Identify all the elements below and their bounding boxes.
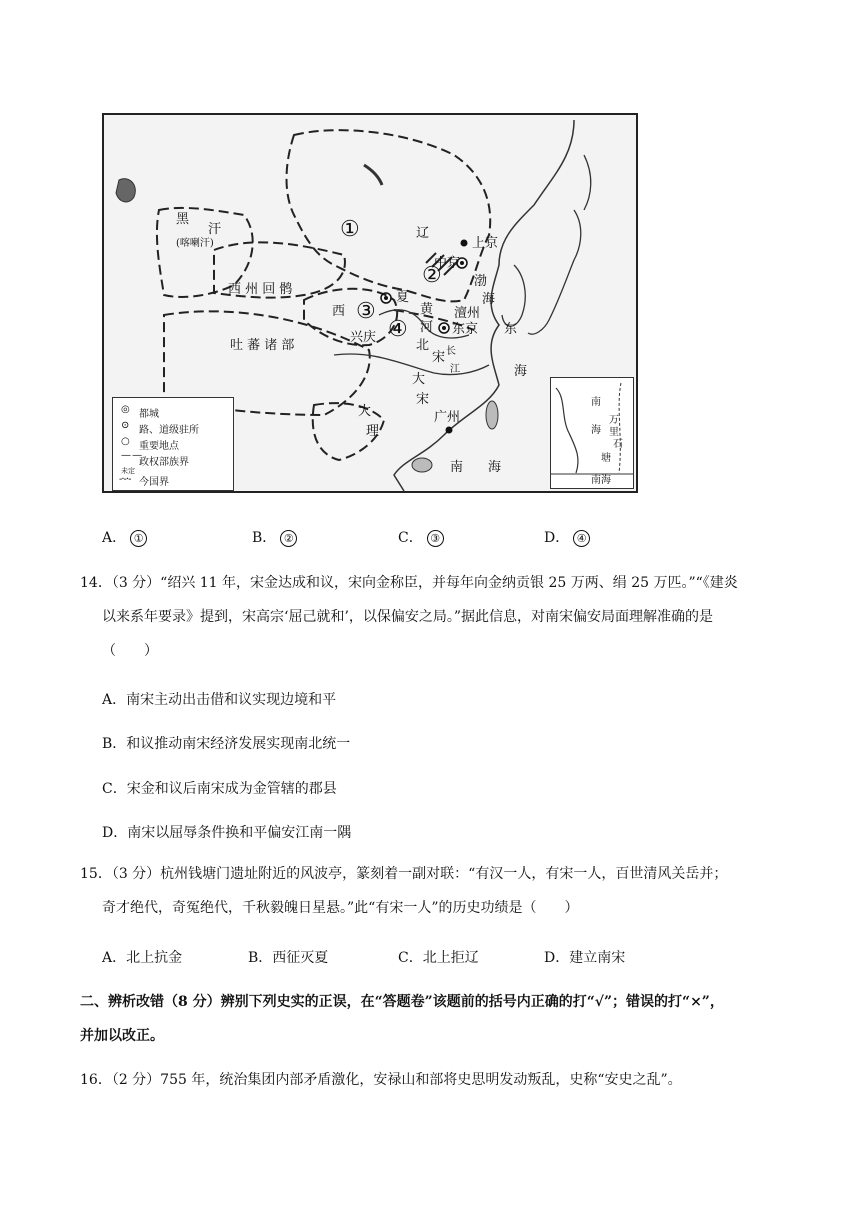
map-legend bbox=[112, 397, 234, 491]
label-jiang: 江 bbox=[450, 364, 460, 375]
label-dali-da: 大 bbox=[358, 404, 372, 419]
label-heihan2: 汗 bbox=[208, 222, 222, 237]
label-donghai-hai: 海 bbox=[514, 364, 528, 379]
label-dali-li: 理 bbox=[366, 424, 380, 439]
label-liao: 辽 bbox=[416, 226, 430, 241]
q14-option-a[interactable]: A．南宋主动出击借和议实现边境和平 bbox=[102, 692, 337, 708]
legend-border: 政权部族界 bbox=[139, 457, 189, 468]
q15-line-2: 奇才绝代，奇冤绝代，千秋毅魄日星悬。”此“有宋一人”的历史功绩是（ ） bbox=[102, 900, 579, 916]
q13-option-b-letter: B． bbox=[252, 530, 277, 546]
q13-option-d-value: ④ bbox=[573, 530, 590, 547]
label-da: 大 bbox=[412, 372, 426, 387]
legend-place: 重要地点 bbox=[139, 441, 179, 452]
q14-stem bbox=[80, 566, 780, 668]
q13-option-c[interactable] bbox=[398, 527, 444, 547]
section-2-heading bbox=[80, 985, 790, 1053]
marker-2: ② bbox=[422, 263, 442, 288]
inset-nan: 南 bbox=[591, 397, 601, 408]
label-bohai-hai: 海 bbox=[482, 292, 496, 307]
legend-modern: 今国界 bbox=[139, 477, 169, 488]
place-symbol-icon: ○ bbox=[121, 436, 130, 447]
q13-option-a-letter: A． bbox=[102, 530, 127, 546]
q15-option-d[interactable]: D．建立南宋 bbox=[544, 950, 626, 966]
q13-option-d-letter: D． bbox=[544, 530, 570, 546]
label-shanzhou: 澶州 bbox=[454, 306, 481, 321]
legend-undetermined: 未定 bbox=[121, 467, 135, 475]
inset-li: 里 bbox=[609, 427, 619, 438]
q13-option-c-letter: C． bbox=[398, 530, 423, 546]
capital-symbol-icon: ◎ bbox=[121, 404, 130, 415]
q15-option-c[interactable]: C．北上拒辽 bbox=[398, 950, 479, 966]
label-he: 河 bbox=[420, 320, 434, 335]
historical-map-figure bbox=[102, 113, 638, 493]
marker-4: ④ bbox=[388, 317, 408, 342]
q13-option-a-value: ① bbox=[130, 530, 147, 547]
q13-option-d[interactable] bbox=[544, 527, 590, 547]
q16-line-1: 16．（2 分）755 年，统治集团内部矛盾激化，安禄山和部将史思明发动叛乱，史称“安史之乱”。 bbox=[80, 1072, 682, 1088]
label-bo: 渤 bbox=[474, 274, 488, 289]
label-chang: 长 bbox=[446, 346, 456, 357]
marker-1: ① bbox=[340, 217, 360, 242]
q16-stem bbox=[80, 1063, 780, 1097]
label-dongjing: 东京 bbox=[452, 322, 479, 337]
label-bei-song: 宋 bbox=[432, 350, 446, 365]
label-huang: 黄 bbox=[420, 302, 434, 317]
inset-shi: 石 bbox=[613, 439, 623, 450]
inset-caption: 南海 bbox=[591, 475, 611, 486]
legend-route: 路、道级驻所 bbox=[139, 425, 199, 436]
q13-option-b-value: ② bbox=[280, 530, 297, 547]
label-tubo: 吐 蕃 诸 部 bbox=[230, 338, 295, 353]
marker-3: ③ bbox=[356, 299, 376, 324]
section-2-line-1: 二、辨析改错（8 分）辨别下列史实的正误，在“答题卷”该题前的括号内正确的打“√”；错误的打“×”， bbox=[80, 994, 724, 1010]
label-shangjing: 上京 bbox=[472, 236, 499, 251]
q13-option-b[interactable] bbox=[252, 527, 297, 547]
q14-option-c[interactable]: C．宋金和议后南宋成为金管辖的郡县 bbox=[102, 781, 337, 797]
south-sea-inset bbox=[550, 377, 634, 489]
q14-line-3: （ ） bbox=[102, 643, 158, 659]
inset-wan: 万 bbox=[609, 415, 619, 426]
q14-option-b[interactable]: B．和议推动南宋经济发展实现南北统一 bbox=[102, 736, 351, 752]
inset-tang: 塘 bbox=[601, 453, 611, 464]
q13-option-c-value: ③ bbox=[427, 530, 444, 547]
label-nanhai-hai: 海 bbox=[488, 460, 502, 475]
q14-line-1: 14．（3 分）“绍兴 11 年，宋金达成和议，宋向金称臣，并每年向金纳贡银 25 万两、绢 25 万匹。”“《建炎 bbox=[80, 575, 738, 591]
label-nan: 南 bbox=[450, 460, 464, 475]
q15-option-a[interactable]: A．北上抗金 bbox=[102, 950, 183, 966]
label-da-song: 宋 bbox=[416, 392, 430, 407]
label-zhongjing: 中京 bbox=[434, 256, 461, 271]
q14-line-2: 以来系年要录》提到，宋高宗‘屈己就和’，以保偏安之局。”据此信息，对南宋偏安局面理解准确的是 bbox=[102, 609, 714, 625]
label-kashgar: (喀喇汗) bbox=[176, 238, 214, 249]
label-xia: 夏 bbox=[396, 290, 410, 305]
q15-line-1: 15．（3 分）杭州钱塘门遗址附近的风波亭，篆刻着一副对联：“有汉一人，有宋一人，百世清风关岳并； bbox=[80, 866, 728, 882]
section-2-line-2: 并加以改正。 bbox=[80, 1028, 164, 1044]
legend-capital: 都城 bbox=[139, 409, 159, 420]
label-heihan: 黑 bbox=[176, 212, 190, 227]
label-xi: 西 bbox=[332, 304, 346, 319]
label-xingqing: 兴庆 bbox=[350, 330, 377, 345]
label-xizhou-huihu: 西 州 回 鹘 bbox=[228, 282, 293, 297]
q15-option-b[interactable]: B．西征灭夏 bbox=[248, 950, 329, 966]
inset-hai: 海 bbox=[591, 425, 601, 436]
label-dong: 东 bbox=[504, 322, 518, 337]
q13-option-a[interactable] bbox=[102, 527, 147, 547]
label-guangzhou: 广州 bbox=[434, 410, 461, 425]
q14-option-d[interactable]: D．南宋以屈辱条件换和平偏安江南一隅 bbox=[102, 825, 352, 841]
label-bei: 北 bbox=[416, 338, 430, 353]
q15-stem bbox=[80, 857, 780, 925]
route-symbol-icon: ⊙ bbox=[121, 420, 130, 431]
border-symbol-icon: — — bbox=[121, 450, 142, 461]
modern-border-symbol-icon: -·-·- bbox=[119, 474, 131, 485]
